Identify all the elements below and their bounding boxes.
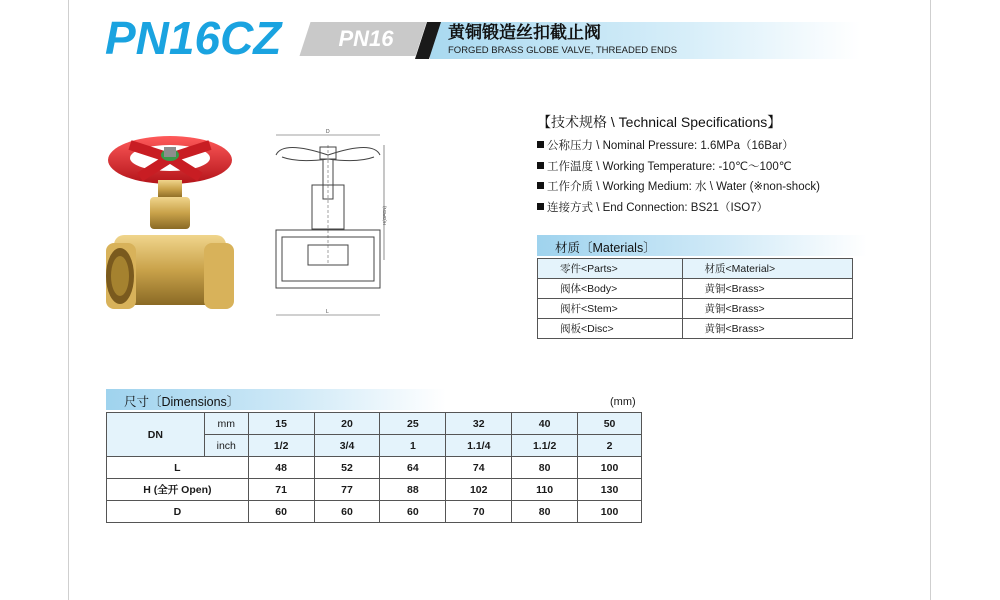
valve-photo [100, 125, 240, 325]
table-cell: 黄铜<Brass> [682, 319, 852, 339]
table-row [107, 501, 642, 523]
spec-item: 工作温度 \ Working Temperature: -10℃～100℃ [537, 157, 820, 178]
row-label: L [107, 457, 249, 479]
materials-table [537, 258, 853, 339]
table-cell: 20 [314, 413, 380, 435]
table-cell: 阀杆<Stem> [538, 299, 683, 319]
table-row [538, 299, 853, 319]
table-cell: 71 [248, 479, 314, 501]
table-cell: 52 [314, 457, 380, 479]
table-cell: 60 [248, 501, 314, 523]
table-cell: 74 [446, 457, 512, 479]
table-row [107, 457, 642, 479]
table-row [538, 319, 853, 339]
table-cell: 2 [578, 435, 642, 457]
table-header: 材质<Material> [682, 259, 852, 279]
spec-item: 连接方式 \ End Connection: BS21（ISO7） [537, 198, 820, 219]
table-cell: 80 [512, 501, 578, 523]
table-cell: 130 [578, 479, 642, 501]
drawing-label-d: D [326, 129, 330, 135]
model-code: PN16CZ [105, 12, 282, 64]
table-cell: 48 [248, 457, 314, 479]
table-cell: 32 [446, 413, 512, 435]
page-margin-right [930, 0, 931, 600]
table-cell: 70 [446, 501, 512, 523]
table-cell: 88 [380, 479, 446, 501]
valve-drawing [268, 125, 388, 325]
table-cell: 1/2 [248, 435, 314, 457]
table-cell: 100 [578, 457, 642, 479]
spec-item: 公称压力 \ Nominal Pressure: 1.6MPa（16Bar） [537, 136, 820, 157]
inch-label: inch [204, 435, 248, 457]
materials-header-bar [537, 235, 867, 256]
pressure-tag: PN16 [338, 26, 394, 51]
table-cell: 110 [512, 479, 578, 501]
row-label: D [107, 501, 249, 523]
table-cell: 15 [248, 413, 314, 435]
table-header-row [107, 413, 642, 435]
table-cell: 阀板<Disc> [538, 319, 683, 339]
dimensions-table [106, 412, 642, 523]
table-cell: 50 [578, 413, 642, 435]
dimensions-title: 尺寸〔Dimensions〕 [124, 395, 240, 409]
table-cell: 40 [512, 413, 578, 435]
table-cell: 80 [512, 457, 578, 479]
table-cell: 黄铜<Brass> [682, 299, 852, 319]
table-cell: 黄铜<Brass> [682, 279, 852, 299]
table-cell: 1.1/4 [446, 435, 512, 457]
table-cell: 64 [380, 457, 446, 479]
table-cell: 60 [380, 501, 446, 523]
unit-label: (mm) [610, 396, 636, 408]
dimensions-header-bar [106, 389, 446, 410]
specs-list [537, 136, 820, 218]
product-title-cn: 黄铜锻造丝扣截止阀 [448, 23, 601, 43]
table-cell: 77 [314, 479, 380, 501]
table-cell: 阀体<Body> [538, 279, 683, 299]
table-cell: 1 [380, 435, 446, 457]
spec-item: 工作介质 \ Working Medium: 水 \ Water (※non-shock) [537, 177, 820, 198]
table-cell: 25 [380, 413, 446, 435]
table-row [107, 479, 642, 501]
row-label: H (全开 Open) [107, 479, 249, 501]
materials-title: 材质〔Materials〕 [555, 241, 656, 255]
table-row [538, 279, 853, 299]
table-cell: 60 [314, 501, 380, 523]
table-header-row [538, 259, 853, 279]
mm-label: mm [204, 413, 248, 435]
table-cell: 102 [446, 479, 512, 501]
drawing-label-h: H(OPEN) [382, 206, 387, 225]
table-header: 零件<Parts> [538, 259, 683, 279]
table-cell: 100 [578, 501, 642, 523]
drawing-label-l: L [326, 309, 329, 315]
page-margin-left [68, 0, 69, 600]
specs-title: 【技术规格 \ Technical Specifications】 [537, 114, 782, 130]
table-cell: 3/4 [314, 435, 380, 457]
product-title-en: FORGED BRASS GLOBE VALVE, THREADED ENDS [448, 45, 678, 56]
table-cell: 1.1/2 [512, 435, 578, 457]
dn-label: DN [107, 413, 205, 457]
